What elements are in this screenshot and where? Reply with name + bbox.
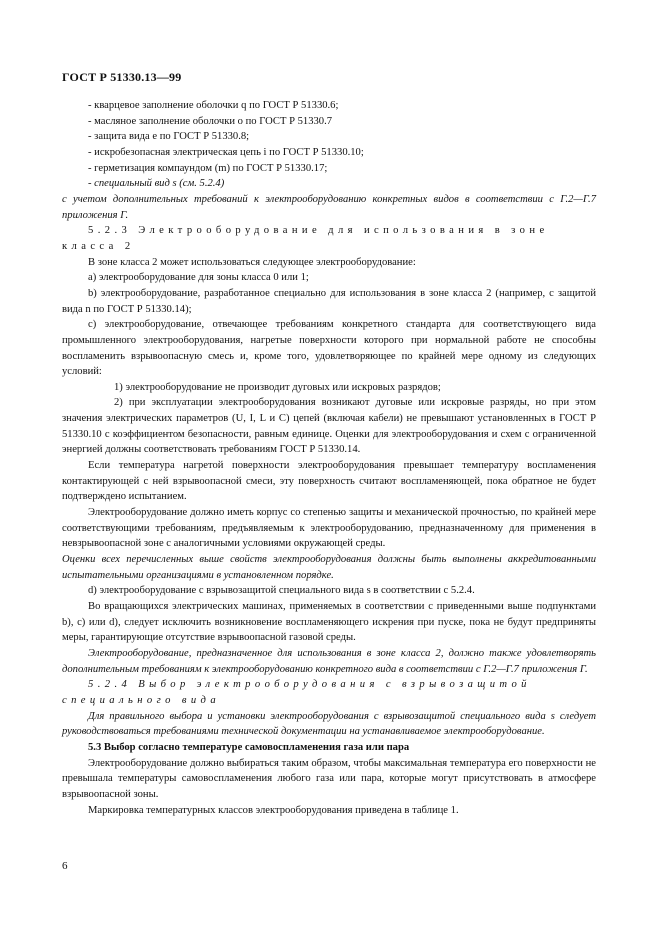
document-body <box>62 98 596 818</box>
list-item: - искробезопасная электрическая цепь i по ГОСТ Р 51330.10; <box>88 146 364 158</box>
paragraph: d) электрооборудование с взрывозащитой специального вида s в соответствии с 5.2.4. <box>88 585 475 597</box>
document-header: ГОСТ Р 51330.13—99 <box>62 70 182 84</box>
paragraph: Электрооборудование должно выбираться таким образом, чтобы максимальная температура его поверхности не превышала температуры самовоспламенения любого газа или пара, которые могут присутствовать в атмосфере взрывоопасной зоны. <box>62 757 596 800</box>
paragraph: а) электрооборудование для зоны класса 0 или 1; <box>88 272 309 284</box>
paragraph: Во вращающихся электрических машинах, применяемых в соответствии с приведенными выше подпунктами b), с) или d), следует исключить возникновение воспламеняющего искрения при пуске, пока не будут предприняты меры, гарантирующие отсутствие взрывоопасной газовой среды. <box>62 601 596 644</box>
paragraph: Если температура нагретой поверхности электрооборудования превышает температуру воспламенения контактирующей с ней взрывоопасной смеси, эту поверхность считают воспламеняющей, пока обратное не будет подтверждено испытанием. <box>62 460 596 503</box>
paragraph: В зоне класса 2 может использоваться следующее электрооборудование: <box>88 256 416 268</box>
italic-paragraph: Оценки всех перечисленных выше свойств электрооборудования должны быть выполнены аккредитованными испытательными организациями в установленном порядке. <box>62 554 596 581</box>
paragraph: Для правильного выбора и установки электрооборудования с взрывозащитой специального вида s следует руководствоваться требованиями технической документации на устанавливаемое электрооборудование. <box>62 710 596 738</box>
list-item: - кварцевое заполнение оболочки q по ГОСТ Р 51330.6; <box>88 100 339 111</box>
list-item: - специальный вид s (см. 5.2.4) <box>88 178 225 190</box>
paragraph: Маркировка температурных классов электрооборудования приведена в таблице 1. <box>88 804 459 816</box>
section-heading-524: 5.2.4 Выбор электрооборудования с взрывозащитой специального вида <box>62 679 531 706</box>
paragraph: с) электрооборудование, отвечающее требованиям конкретного стандарта для соответствующего вида промышленного электрооборудования, нагретые поверхности которого при нормальной работе не способны воспламенить взрывоопасную смесь и, кроме того, удовлетворяющее по крайней мере одному из следующих условий: <box>62 319 596 378</box>
list-item: - герметизация компаундом (m) по ГОСТ Р 51330.17; <box>88 162 328 174</box>
paragraph: Электрооборудование должно иметь корпус со степенью защиты и механической прочностью, по крайней мере соответствующими требованиям, предъявляемым к электрооборудованию, предназначенному для применения в невзрывоопасной зоне с аналогичными условиями окружающей среды. <box>62 507 596 550</box>
list-tail: с учетом дополнительных требований к электрооборудованию конкретных видов в соответствии с Г.2—Г.7 приложения Г. <box>62 193 596 221</box>
condition-item: 2) при эксплуатации электрооборудования возникают дуговые или искровые разряды, но при этом значения электрических параметров (U, I, L и C) цепей (включая кабели) не превышают установленных в ГОСТ Р 51330.10 с коэффициентом безопасности, равным единице. Оценки для электрооборудования и схем с ограниченной энергией должны соответствовать требованиям ГОСТ Р 51330.14. <box>62 397 596 456</box>
section-heading-53: 5.3 Выбор согласно температуре самовоспламенения газа или пара <box>88 741 410 753</box>
note-paragraph: Электрооборудование, предназначенное для использования в зоне класса 2, должно также удовлетворять дополнительным требованиям к электрооборудованию конкретного вида в соответствии с Г.2—Г.7 приложения Г. <box>62 647 596 675</box>
list-item: - масляное заполнение оболочки o по ГОСТ Р 51330.7 <box>88 115 333 127</box>
section-heading-523: 5.2.3 Электрооборудование для использования в зоне класса 2 <box>62 225 549 252</box>
page-number: 6 <box>62 860 68 872</box>
list-item: - защита вида e по ГОСТ Р 51330.8; <box>88 131 250 143</box>
paragraph: b) электрооборудование, разработанное специально для использования в зоне класса 2 (например, с защитой вида n по ГОСТ Р 51330.14); <box>62 287 596 315</box>
condition-item: 1) электрооборудование не производит дуговых или искровых разрядов; <box>114 381 441 393</box>
